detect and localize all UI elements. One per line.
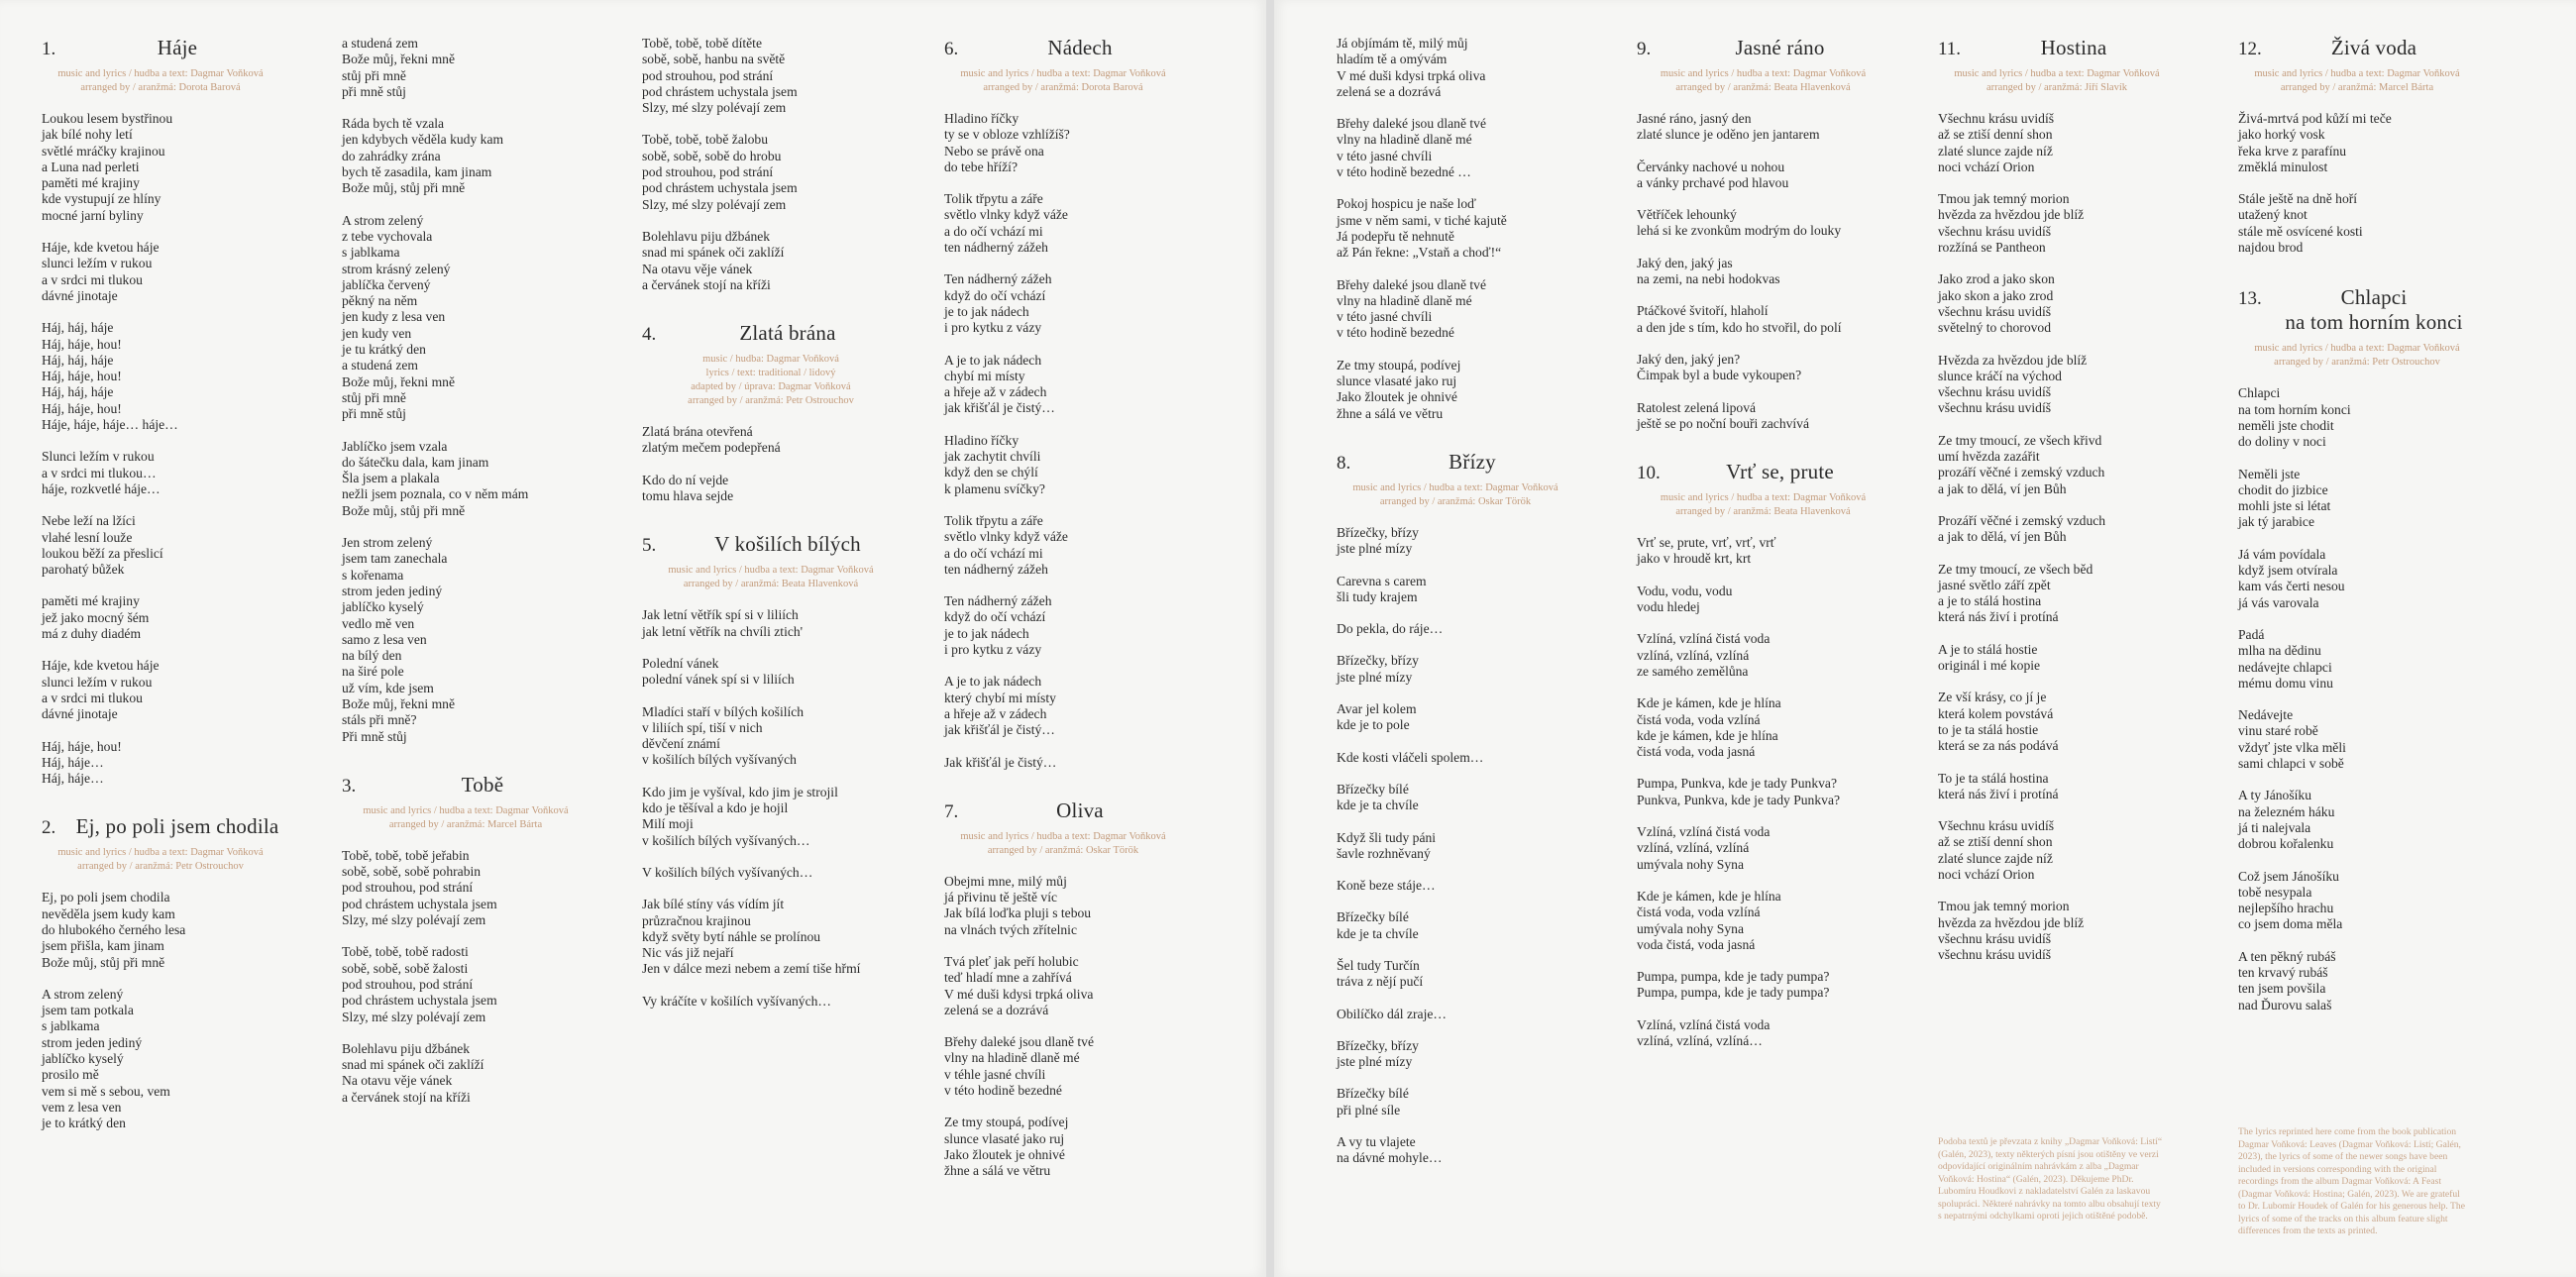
credit-line: arranged by / aranžmá: Beata Hlavenková: [1675, 506, 1851, 518]
credit-line: music and lyrics / hudba a text: Dagmar Voňková: [960, 68, 1166, 79]
song-title: V košilích bílých: [714, 532, 861, 557]
song-credits: [2238, 67, 2476, 95]
song-credits: [42, 67, 279, 95]
credit-line: music and lyrics / hudba a text: Dagmar Voňková: [2254, 343, 2460, 355]
song-number: 11.: [1938, 39, 1962, 59]
song-credits: [342, 804, 590, 832]
lyric-stanza: Břízečky bílé kde je ta chvíle: [1337, 781, 1419, 813]
song-number: 13.: [2238, 288, 2262, 310]
lyric-stanza: A je to jak nádech chybí mi místy a hřeje až v zádech jak křišťál je čistý…: [944, 352, 1055, 416]
song-heading: [1938, 36, 2176, 60]
lyric-stanza: Hladino říčky jak zachytit chvíli když den se chýlí k plamenu svíčky?: [944, 432, 1045, 496]
lyric-stanza: Což jsem Jánošíku tobě nesypala nejlepšího hrachu co jsem doma měla: [2238, 868, 2343, 932]
lyric-stanza: To je ta stálá hostina která nás živí i protíná: [1938, 770, 2059, 801]
credit-line: arranged by / aranžmá: Oskar Török: [1379, 495, 1532, 507]
song-block: [1637, 36, 1889, 432]
lyric-stanza: A je to jak nádech který chybí mi místy a hřeje až v zádech jak křišťál je čistý…: [944, 674, 1056, 738]
lyric-stanza: Hvězda za hvězdou jde blíž slunce kráčí na východ všechnu krásu uvidíš všechnu krásu uvidíš: [1938, 352, 2088, 416]
lyric-stanza: Neměli jste chodit do jizbice mohli jste si létat jak tý jarabice: [2238, 466, 2331, 530]
lyric-stanza: Tobě, tobě, tobě dítěte sobě, sobě, hanbu na světě pod strouhou, pod strání pod chrástem uchystala jsem Slzy, mé slzy polévají zem: [642, 36, 798, 116]
lyric-stanza: a studená zem Bože můj, řekni mně stůj při mně při mně stůj: [342, 36, 456, 99]
credit-line: music and lyrics / hudba a text: Dagmar Voňková: [57, 847, 264, 859]
song-title: Chlapci na tom horním konci: [2285, 285, 2463, 335]
lyric-stanza: paměti mé krajiny jež jako mocný šém má z duhy diadém: [42, 593, 150, 642]
lyric-stanza: Jaký den, jaký jen? Čimpak byl a bude vykoupen?: [1637, 351, 1802, 383]
lyric-stanza: Zlatá brána otevřená zlatým mečem podepřená: [642, 424, 781, 456]
credit-line: music and lyrics / hudba a text: Dagmar Voňková: [57, 68, 264, 79]
song-block: [342, 773, 590, 1106]
song-title: Tobě: [461, 772, 504, 797]
lyric-stanza: Tmou jak temný morion hvězda za hvězdou jde blíž všechnu krásu uvidíš všechnu krásu uvidíš: [1938, 899, 2085, 963]
song-title: Háje: [157, 36, 198, 59]
credit-line: arranged by / aranžmá: Jiří Slavík: [1986, 82, 2127, 93]
lyric-stanza: Tobě, tobě, tobě žalobu sobě, sobě, sobě do hrobu pod strouhou, pod strání pod chrástem uchystala jsem Slzy, mé slzy polévají zem: [642, 132, 798, 212]
left-page: [0, 0, 1266, 1277]
lyric-stanza: Ze tmy tmoucí, ze všech křivd umí hvězda zazářit prozáří věčné i zemský vzduch a jak to dělá, ví jen Bůh: [1938, 432, 2105, 496]
song-credits: [1337, 481, 1574, 509]
credit-line: adapted by / úprava: Dagmar Voňková: [691, 381, 851, 393]
lyric-stanza: Když šli tudy páni šavle rozhněvaný: [1337, 829, 1437, 861]
lyric-stanza: Hladino říčky ty se v obloze vzhlížíš? Nebo se právě ona do tebe hříží?: [944, 111, 1070, 174]
credit-line: music and lyrics / hudba a text: Dagmar Voňková: [1352, 481, 1558, 493]
lyric-stanza: Kde je kámen, kde je hlína čistá voda, voda vzlíná kde je kámen, kde je hlína čistá voda, voda jasná: [1637, 695, 1781, 760]
lyric-stanza: A vy tu vlajete na dávné mohyle…: [1337, 1134, 1443, 1166]
lyric-stanza: Jasné ráno, jasný den zlaté slunce je oděno jen jantarem: [1637, 111, 1820, 143]
song-title: Ej, po poli jsem chodila: [75, 814, 279, 839]
song-heading: [642, 532, 900, 557]
credit-line: arranged by / aranžmá: Beata Hlavenková: [1675, 82, 1851, 93]
column-1: [42, 36, 279, 1160]
lyric-stanza: Kde kosti vláčeli spolem…: [1337, 749, 1484, 765]
credit-line: music and lyrics / hudba a text: Dagmar Voňková: [668, 565, 874, 577]
song-heading: [1337, 450, 1574, 475]
lyric-stanza: Carevna s carem šli tudy krajem: [1337, 573, 1427, 604]
song-heading: [944, 36, 1182, 60]
song-heading: [642, 321, 900, 346]
lyric-stanza: Červánky nachové u nohou a vánky prchavé pod hlavou: [1637, 159, 1789, 190]
lyric-stanza: Ratolest zelená lipová ještě se po noční bouři zachvívá: [1637, 399, 1810, 431]
song-block: [2238, 36, 2476, 256]
lyric-stanza: Pokoj hospicu je naše loď jsme v něm sami, v tiché kajutě Já podepřu tě nehnutě až Pán řekne: „Vstaň a choď!“: [1337, 196, 1507, 261]
lyric-stanza: Břehy daleké jsou dlaně tvé vlny na hladině dlaně mé v této jasné chvíli v této hodině bezedné: [1337, 276, 1486, 341]
lyric-stanza: A ty Jánošíku na železném háku já ti nalejvala dobrou kořalenku: [2238, 788, 2335, 852]
lyric-stanza: Ten nádherný zážeh když do očí vchází je to jak nádech i pro kytku z vázy: [944, 271, 1052, 336]
lyric-stanza: Tolik třpytu a záře světlo vlnky když váže a do očí vchází mi ten nádherný zážeh: [944, 191, 1068, 256]
lyric-stanza: Polední vánek polední vánek spí si v liliích: [642, 655, 795, 688]
lyric-stanza: Ej, po poli jsem chodila nevěděla jsem kudy kam do hlubokého černého lesa jsem přišla, kam jinam Bože můj, stůj při mně: [42, 890, 186, 970]
song-credits: [1637, 491, 1889, 519]
song-block: [642, 321, 900, 504]
lyric-stanza: Ráda bych tě vzala jen kdybych věděla kudy kam do zahrádky zrána bych tě zasadila, kam jinam Bože můj, stůj při mně: [342, 116, 504, 196]
song-number: 10.: [1637, 463, 1661, 484]
column-2: [342, 36, 590, 1133]
lyric-stanza: Jak letní větřík spí si v liliích jak letní větřík na chvíli ztich': [642, 607, 804, 639]
song-title: Oliva: [1056, 798, 1104, 822]
lyric-stanza: Jen strom zelený jsem tam zanechala s kořenama strom jeden jediný jablíčko kyselý vedlo mě ven samo z lesa ven na bílý den na širé pole už vím, kde jsem Bože můj, řekni mně stáls při mně? Při mně stůj: [342, 535, 456, 744]
song-heading: [944, 798, 1182, 823]
credit-line: arranged by / aranžmá: Petr Ostrouchov: [2274, 357, 2440, 369]
credit-line: arranged by / aranžmá: Dorota Barová: [80, 82, 241, 93]
song-continuation: [1337, 36, 1574, 422]
lyric-stanza: Jak křišťál je čistý…: [944, 754, 1057, 770]
right-page: [1274, 0, 2576, 1277]
lyric-stanza: Živá-mrtvá pod kůží mi teče jako horký vosk řeka krve z parafínu změklá minulost: [2238, 111, 2392, 174]
song-heading: [1637, 460, 1889, 484]
song-number: 1.: [42, 39, 56, 59]
lyric-stanza: Šel tudy Turčín tráva z nějí pučí: [1337, 957, 1424, 990]
lyric-stanza: Do pekla, do ráje…: [1337, 621, 1444, 637]
credit-line: arranged by / aranžmá: Petr Ostrouchov: [688, 395, 854, 407]
song-block: [944, 36, 1182, 771]
lyric-stanza: Břízečky, břízy jste plné mízy: [1337, 1037, 1419, 1070]
lyric-stanza: Nedávejte vinu staré robě vždyť jste vlka měli sami chlapci v sobě: [2238, 707, 2346, 772]
song-heading: [342, 773, 590, 798]
lyric-stanza: Břízečky bílé při plné síle: [1337, 1086, 1409, 1117]
lyric-stanza: Obilíčko dál zraje…: [1337, 1006, 1447, 1021]
lyric-stanza: Vrť se, prute, vrť, vrť, vrť jako v hroudě krt, krt: [1637, 535, 1776, 567]
song-continuation: [642, 36, 900, 293]
lyric-stanza: Ze tmy stoupá, podívej slunce vlasaté jako ruj Jako žloutek je ohnivé žhne a sálá ve větru: [944, 1115, 1069, 1179]
lyric-stanza: Já vám povídala když jsem otvírala kam vás čerti nesou já vás varovala: [2238, 546, 2345, 610]
song-block: [42, 814, 279, 1131]
song-number: 4.: [642, 324, 657, 346]
lyric-stanza: Háje, kde kvetou háje slunci ležím v rukou a v srdci mi tlukou dávné jinotaje: [42, 240, 160, 303]
credit-line: arranged by / aranžmá: Marcel Bárta: [388, 818, 543, 830]
song-heading: [2238, 36, 2476, 60]
song-number: 6.: [944, 39, 959, 59]
lyric-stanza: Tobě, tobě, tobě radosti sobě, sobě, sobě žalosti pod strouhou, pod strání pod chrástem uchystala jsem Slzy, mé slzy polévají zem: [342, 944, 497, 1024]
song-block: [944, 798, 1182, 1180]
song-number: 9.: [1637, 39, 1652, 59]
lyric-stanza: Háj, háj, háje Háj, háje, hou! Háj, háj, háje Háj, háje, hou! Háj, háj, háje Háj, háje, hou! Háje, háje, háje… háje…: [42, 320, 178, 433]
song-block: [1637, 460, 1889, 1049]
lyric-stanza: Vzlíná, vzlíná čistá voda vzlíná, vzlíná, vzlíná umývala nohy Syna: [1637, 824, 1771, 872]
lyric-stanza: Stále ještě na dně hoří utažený knot stále mě osvícené kosti najdou brod: [2238, 191, 2363, 256]
lyric-stanza: Jablíčko jsem vzala do šátečku dala, kam jinam Šla jsem a plakala nežli jsem poznala, co v něm mám Bože můj, stůj při mně: [342, 438, 529, 518]
song-number: 2.: [42, 817, 56, 839]
song-credits: [42, 846, 279, 874]
song-heading: [2238, 285, 2476, 335]
lyric-stanza: A strom zelený jsem tam potkala s jablkama strom jeden jediný jablíčko kyselý prosilo mě vem si mě s sebou, vem vem z lesa ven je to krátký den: [42, 986, 170, 1131]
song-credits: [642, 564, 900, 591]
column-4: [944, 36, 1182, 1208]
lyric-stanza: Vy kráčíte v košilích vyšívaných…: [642, 993, 832, 1009]
credit-line: music and lyrics / hudba a text: Dagmar Voňková: [1660, 68, 1867, 79]
credit-line: arranged by / aranžmá: Dorota Barová: [983, 82, 1143, 93]
column-5: [1337, 36, 1574, 1195]
lyric-stanza: Pumpa, Punkva, kde je tady Punkva? Punkva, Punkva, kde je tady Punkva?: [1637, 776, 1841, 807]
lyric-stanza: Tvá pleť jak peří holubic teď hladí mne a zahřívá V mé duši kdysi trpká oliva zelená se a dozrává: [944, 953, 1094, 1017]
song-number: 12.: [2238, 39, 2262, 59]
credit-line: arranged by / aranžmá: Petr Ostrouchov: [77, 861, 244, 873]
song-title: Hostina: [2040, 36, 2107, 59]
lyric-stanza: V košilích bílých vyšívaných…: [642, 864, 813, 880]
song-number: 3.: [342, 775, 357, 797]
lyric-stanza: A je to stálá hostie originál i mé kopie: [1938, 641, 2041, 674]
lyric-stanza: Kde je kámen, kde je hlína čistá voda, voda vzlíná umývala nohy Syna voda čistá, voda jasná: [1637, 888, 1781, 952]
lyric-stanza: Břehy daleké jsou dlaně tvé vlny na hladině dlaně mé v této jasné chvíli v této hodině bezedné …: [1337, 116, 1486, 180]
lyric-stanza: Koně beze stáje…: [1337, 878, 1436, 894]
credit-line: arranged by / aranžmá: Marcel Bárta: [2280, 82, 2434, 93]
credit-line: music and lyrics / hudba a text: Dagmar Voňková: [1660, 492, 1867, 504]
song-number: 5.: [642, 535, 657, 557]
song-number: 7.: [944, 800, 959, 822]
lyric-stanza: Ze tmy tmoucí, ze všech běd jasné světlo září zpět a je to stálá hostina která nás živí i protíná: [1938, 561, 2093, 625]
song-title: Zlatá brána: [739, 321, 836, 346]
column-8: [2238, 36, 2476, 1041]
song-title: Břízy: [1449, 449, 1496, 474]
lyric-stanza: Všechnu krásu uvidíš až se ztiší denní shon zlaté slunce zajde níž noci vchází Orion: [1938, 818, 2055, 882]
song-credits: [944, 67, 1182, 95]
lyric-stanza: Avar jel kolem kde je to pole: [1337, 701, 1417, 733]
lyric-stanza: Padá mlha na dědinu nedávejte chlapci mému domu vinu: [2238, 626, 2333, 691]
song-credits: [944, 830, 1182, 858]
lyric-stanza: Tobě, tobě, tobě jeřabin sobě, sobě, sobě pohrabin pod strouhou, pod strání pod chrástem uchystala jsem Slzy, mé slzy polévají zem: [342, 847, 497, 928]
song-credits: [1938, 67, 2176, 95]
lyric-stanza: Ten nádherný zážeh když do očí vchází je to jak nádech i pro kytku z vázy: [944, 593, 1052, 658]
lyric-stanza: Ze tmy stoupá, podívej slunce vlasaté jako ruj Jako žloutek je ohnivé žhne a sálá ve větru: [1337, 357, 1461, 421]
song-title: Živá voda: [2330, 36, 2417, 59]
credit-line: music and lyrics / hudba a text: Dagmar Voňková: [2254, 68, 2460, 79]
song-block: [2238, 285, 2476, 1013]
song-title: Nádech: [1047, 36, 1113, 59]
column-3: [642, 36, 900, 1037]
lyric-stanza: Kdo do ní vejde tomu hlava sejde: [642, 472, 734, 504]
song-credits: [2238, 342, 2476, 370]
note-english: The lyrics reprinted here come from the book publication Dagmar Voňková: Leaves (Dagmar Voňková: Listí; Galén, 2023), the lyrics of some of the newer songs have been included in versions corresponding with the original recordings from the album Dagmar Voňková: A Feast (Dagmar Voňková: Hostina; Galén, 2023). We are grateful to Dr. Lubomír Houdek of Galén for his generous help. The lyrics of some of the tracks on this album feature slight differences from the texts as printed.: [2238, 1126, 2465, 1236]
song-block: [42, 36, 279, 787]
song-title: Vrť se, prute: [1726, 460, 1834, 484]
lyric-stanza: Vzlíná, vzlíná čistá voda vzlíná, vzlíná, vzlíná ze samého zemělůna: [1637, 631, 1771, 679]
lyric-stanza: Bolehlavu piju džbánek snad mi spánek oči zaklíží Na otavu věje vánek a červánek stojí na kříži: [342, 1040, 484, 1105]
lyric-stanza: Jak bílé stíny vás vídím jít průzračnou krajinou když světy bytí náhle se prolínou Nic vás již nejaří Jen v dálce mezi nebem a zemí tiše hřmí: [642, 897, 861, 977]
lyric-stanza: A strom zelený z tebe vychovala s jablkama strom krásný zelený jablíčka červený pěkný na něm jen kudy z lesa ven jen kudy ven je tu krátký den a studená zem Bože můj, řekni mně stůj při mně při mně stůj: [342, 212, 456, 422]
lyric-stanza: Všechnu krásu uvidíš až se ztiší denní shon zlaté slunce zajde níž noci vchází Orion: [1938, 111, 2055, 174]
song-title: Jasné ráno: [1735, 36, 1825, 59]
lyric-stanza: Břízečky, břízy jste plné mízy: [1337, 524, 1419, 557]
lyric-stanza: Pumpa, pumpa, kde je tady pumpa? Pumpa, pumpa, kde je tady pumpa?: [1637, 969, 1830, 1001]
credit-line: music and lyrics / hudba a text: Dagmar Voňková: [363, 804, 569, 816]
lyric-stanza: Tmou jak temný morion hvězda za hvězdou jde blíž všechnu krásu uvidíš rozžíná se Pantheon: [1938, 191, 2085, 256]
lyric-stanza: Tolik třpytu a záře světlo vlnky když váže a do očí vchází mi ten nádherný zážeh: [944, 512, 1068, 577]
song-heading: [42, 36, 279, 60]
lyric-stanza: Mladíci staří v bílých košilích v liliích spí, tiší v nich děvčení známí v košilích bílých vyšívaných: [642, 703, 805, 768]
lyric-stanza: Vodu, vodu, vodu vodu hledej: [1637, 583, 1733, 615]
credit-line: music / hudba: Dagmar Voňková: [702, 354, 839, 366]
lyric-stanza: Prozáří věčné i zemský vzduch a jak to dělá, ví jen Bůh: [1938, 512, 2106, 545]
song-block: [642, 532, 900, 1010]
lyric-stanza: Ptáčkové švitoří, hlaholí a den jde s tím, kdo ho stvořil, do polí: [1637, 303, 1842, 335]
lyric-stanza: Bolehlavu piju džbánek snad mi spánek oči zaklíží Na otavu věje vánek a červánek stojí na kříži: [642, 228, 785, 292]
lyric-stanza: Slunci ležím v rukou a v srdci mi tlukou… háje, rozkvetlé háje…: [42, 449, 161, 496]
lyric-stanza: Chlapci na tom horním konci neměli jste chodit do doliny v noci: [2238, 385, 2351, 450]
lyric-stanza: A ten pěkný rubáš ten krvavý rubáš ten jsem povšila nad Ďurovu salaš: [2238, 948, 2336, 1012]
song-number: 8.: [1337, 452, 1351, 474]
column-7: [1938, 36, 2176, 991]
lyric-stanza: Větříček lehounký lehá si ke zvonkům modrým do louky: [1637, 207, 1842, 239]
credit-line: music and lyrics / hudba a text: Dagmar Voňková: [960, 830, 1166, 842]
song-heading: [42, 814, 279, 839]
credit-line: arranged by / aranžmá: Beata Hlavenková: [683, 579, 859, 590]
song-block: [1337, 450, 1574, 1167]
lyric-stanza: Jako zrod a jako skon jako skon a jako zrod všechnu krásu uvidíš světelný to chorovod: [1938, 271, 2055, 336]
column-6: [1637, 36, 1889, 1077]
lyric-stanza: Obejmi mne, milý můj já přivinu tě ještě víc Jak bílá loďka pluji s tebou na vlnách tvých zřítelnic: [944, 873, 1092, 937]
lyric-stanza: Vzlíná, vzlíná čistá voda vzlíná, vzlíná, vzlíná…: [1637, 1016, 1771, 1048]
credit-line: lyrics / text: traditional / lidový: [705, 368, 836, 379]
lyric-stanza: Háje, kde kvetou háje slunci ležím v rukou a v srdci mi tlukou dávné jinotaje: [42, 658, 160, 722]
song-credits: [642, 353, 900, 408]
lyric-stanza: Loukou lesem bystřinou jak bílé nohy letí světlé mráčky krajinou a Luna nad perleti paměti mé krajiny kde vystupují ze hlíny mocné jarní byliny: [42, 111, 173, 223]
lyric-stanza: Břízečky bílé kde je ta chvíle: [1337, 909, 1419, 941]
song-credits: [1637, 67, 1889, 95]
note-czech: Podoba textů je převzata z knihy „Dagmar Voňková: Listí“ (Galén, 2023), texty některých písní jsou otištěny ve verzi odpovídající originálním nahrávkám z alba „Dagmar Voňková: Hostina“ (Galén, 2023). Děkujeme PhDr. Lubomíru Houdkovi z nakladatelství Galén za laskavou spolupráci. Některé nahrávky na tomto albu obsahují texty s nepatrnými odchylkami oproti jejich otištěné podobě.: [1938, 1136, 2163, 1222]
song-block: [1938, 36, 2176, 963]
lyric-stanza: Já objímám tě, milý můj hladím tě a omývám V mé duši kdysi trpká oliva zelená se a dozrává: [1337, 36, 1486, 99]
lyric-stanza: Nebe leží na lžíci vlahé lesní louže loukou běží za přeslicí parohatý bůžek: [42, 513, 163, 578]
lyric-stanza: Háj, háje, hou! Háj, háje… Háj, háje…: [42, 738, 122, 787]
lyric-stanza: Jaký den, jaký jas na zemi, na nebi hodokvas: [1637, 255, 1780, 287]
credit-line: arranged by / aranžmá: Oskar Török: [987, 844, 1139, 856]
credit-line: music and lyrics / hudba a text: Dagmar Voňková: [1954, 68, 2160, 79]
lyric-stanza: Břízečky, břízy jste plné mízy: [1337, 653, 1419, 685]
song-continuation: [342, 36, 590, 745]
lyric-stanza: Břehy daleké jsou dlaně tvé vlny na hladině dlaně mé v téhle jasné chvíli v této hodině bezedné: [944, 1034, 1094, 1099]
lyric-stanza: Kdo jim je vyšíval, kdo jim je strojil kdo je těšíval a kdo je hojil Milí moji v košilích bílých vyšívaných…: [642, 784, 838, 848]
lyric-stanza: Ze vší krásy, co jí je která kolem povstává to je ta stálá hostie která se za nás podává: [1938, 690, 2059, 754]
song-heading: [1637, 36, 1889, 60]
